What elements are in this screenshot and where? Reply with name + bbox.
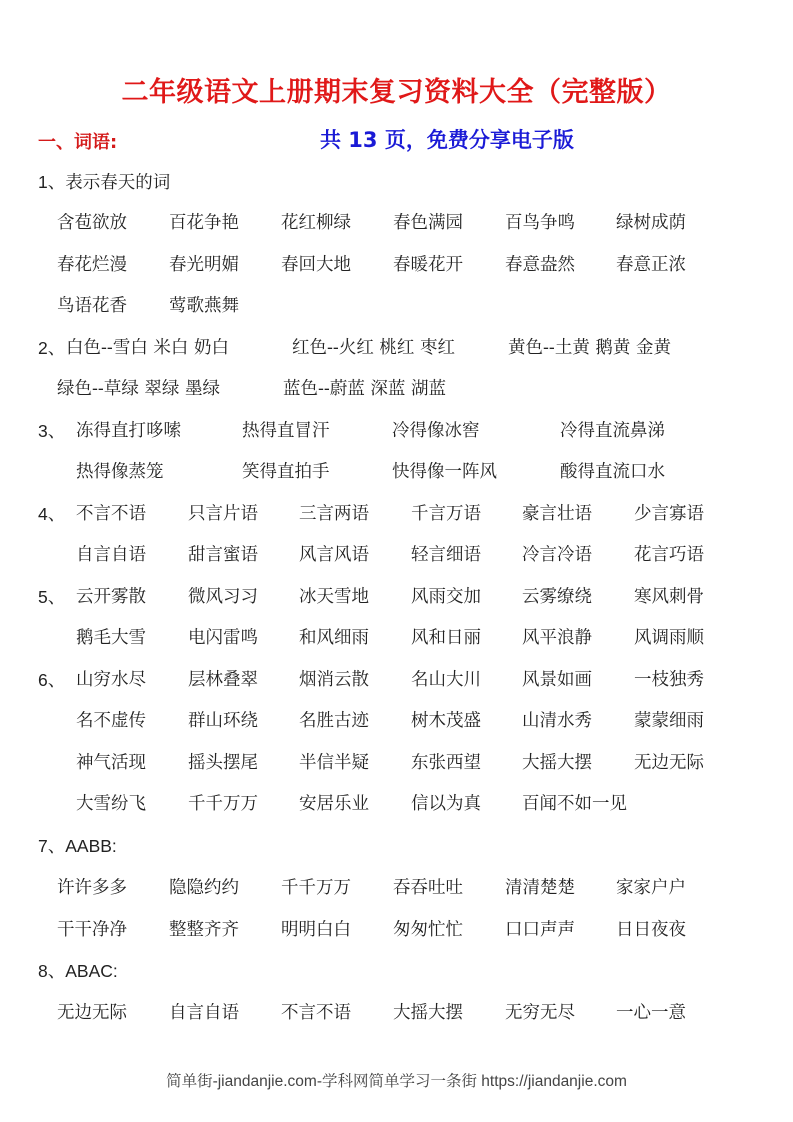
vocab-item: 自言自语	[76, 545, 146, 565]
vocab-item: 绿色--草绿 翠绿 墨绿	[57, 379, 220, 399]
vocab-item: 整整齐齐	[169, 920, 239, 940]
vocab-item: 日日夜夜	[616, 920, 686, 940]
vocab-item: 半信半疑	[299, 753, 369, 773]
vocab-item: 一心一意	[616, 1003, 686, 1023]
vocab-item: 春色满园	[393, 213, 463, 233]
vocab-item: 信以为真	[411, 794, 481, 814]
group-label: 7、AABB:	[38, 836, 117, 856]
vocab-item: 层林叠翠	[188, 670, 258, 690]
vocab-item: 微风习习	[188, 587, 258, 607]
vocab-item: 春意盎然	[505, 255, 575, 275]
vocab-item: 一枝独秀	[634, 670, 704, 690]
group-label: 6、	[38, 670, 66, 690]
vocab-item: 花红柳绿	[281, 213, 351, 233]
vocab-item: 春暖花开	[393, 255, 463, 275]
vocab-item: 明明白白	[281, 920, 351, 940]
vocab-item: 风雨交加	[411, 587, 481, 607]
vocab-item: 春花烂漫	[57, 255, 127, 275]
vocab-item: 云雾缭绕	[522, 587, 592, 607]
vocab-item: 千千万万	[188, 794, 258, 814]
vocab-item: 大摇大摆	[393, 1003, 463, 1023]
vocab-item: 无穷无尽	[505, 1003, 575, 1023]
vocab-item: 含苞欲放	[57, 213, 127, 233]
vocab-item: 甜言蜜语	[188, 545, 258, 565]
vocab-item: 热得像蒸笼	[76, 462, 164, 482]
vocab-item: 东张西望	[411, 753, 481, 773]
vocab-item: 轻言细语	[411, 545, 481, 565]
vocab-item: 口口声声	[505, 920, 575, 940]
vocab-item: 百鸟争鸣	[505, 213, 575, 233]
vocab-item: 少言寡语	[634, 504, 704, 524]
vocab-item: 千千万万	[281, 878, 351, 898]
vocab-item: 百闻不如一见	[522, 794, 627, 814]
vocab-item: 名不虚传	[76, 711, 146, 731]
vocab-item: 山穷水尽	[76, 670, 146, 690]
group-label: 1、表示春天的词	[38, 172, 171, 192]
vocab-item: 快得像一阵风	[392, 462, 497, 482]
group-label: 4、	[38, 504, 66, 524]
vocab-item: 不言不语	[76, 504, 146, 524]
vocab-item: 冻得直打哆嗦	[76, 421, 181, 441]
vocab-item: 热得直冒汗	[242, 421, 330, 441]
vocab-item: 干干净净	[57, 920, 127, 940]
vocab-item: 大雪纷飞	[76, 794, 146, 814]
vocab-item: 冰天雪地	[299, 587, 369, 607]
vocab-item: 许许多多	[57, 878, 127, 898]
vocab-item: 蓝色--蔚蓝 深蓝 湖蓝	[283, 379, 446, 399]
footer-text: 简单街-jiandanjie.com-学科网简单学习一条街 https://jiandanjie.com	[166, 1073, 627, 1090]
group-label: 5、	[38, 587, 66, 607]
vocab-item: 豪言壮语	[522, 504, 592, 524]
document-title: 二年级语文上册期末复习资料大全（完整版）	[121, 77, 672, 108]
vocab-item: 冷言冷语	[522, 545, 592, 565]
vocab-item: 绿树成荫	[616, 213, 686, 233]
vocab-item: 自言自语	[169, 1003, 239, 1023]
section-heading: 一、词语:	[38, 132, 118, 153]
vocab-item: 神气活现	[76, 753, 146, 773]
vocab-item: 黄色--土黄 鹅黄 金黄	[508, 338, 671, 358]
vocab-item: 冷得直流鼻涕	[560, 421, 665, 441]
group-label: 2、	[38, 338, 66, 358]
vocab-item: 山清水秀	[522, 711, 592, 731]
vocab-item: 千言万语	[411, 504, 481, 524]
vocab-item: 群山环绕	[188, 711, 258, 731]
vocab-item: 无边无际	[57, 1003, 127, 1023]
vocab-item: 花言巧语	[634, 545, 704, 565]
vocab-item: 电闪雷鸣	[188, 628, 258, 648]
vocab-item: 烟消云散	[299, 670, 369, 690]
vocab-item: 吞吞吐吐	[393, 878, 463, 898]
vocab-item: 大摇大摆	[522, 753, 592, 773]
vocab-item: 百花争艳	[169, 213, 239, 233]
vocab-item: 隐隐约约	[169, 878, 239, 898]
vocab-item: 名山大川	[411, 670, 481, 690]
vocab-item: 树木茂盛	[411, 711, 481, 731]
vocab-item: 酸得直流口水	[560, 462, 665, 482]
vocab-item: 莺歌燕舞	[169, 296, 239, 316]
vocab-item: 风景如画	[522, 670, 592, 690]
vocab-item: 和风细雨	[299, 628, 369, 648]
vocab-item: 三言两语	[299, 504, 369, 524]
vocab-item: 春回大地	[281, 255, 351, 275]
vocab-item: 只言片语	[188, 504, 258, 524]
vocab-item: 风言风语	[299, 545, 369, 565]
vocab-item: 云开雾散	[76, 587, 146, 607]
vocab-item: 家家户户	[616, 878, 686, 898]
vocab-item: 蒙蒙细雨	[634, 711, 704, 731]
vocab-item: 匆匆忙忙	[393, 920, 463, 940]
page-count-banner: 共 13 页，免费分享电子版	[320, 128, 574, 152]
vocab-item: 清清楚楚	[505, 878, 575, 898]
group-label: 3、	[38, 421, 66, 441]
vocab-item: 安居乐业	[299, 794, 369, 814]
vocab-item: 摇头摆尾	[188, 753, 258, 773]
vocab-item: 无边无际	[634, 753, 704, 773]
vocab-item: 冷得像冰窖	[392, 421, 480, 441]
vocab-item: 不言不语	[281, 1003, 351, 1023]
vocab-item: 春光明媚	[169, 255, 239, 275]
vocab-item: 风平浪静	[522, 628, 592, 648]
group-label: 8、ABAC:	[38, 961, 118, 981]
vocab-item: 风调雨顺	[634, 628, 704, 648]
vocab-item: 笑得直拍手	[242, 462, 330, 482]
vocab-item: 红色--火红 桃红 枣红	[292, 338, 455, 358]
vocab-item: 白色--雪白 米白 奶白	[66, 338, 229, 358]
vocab-item: 风和日丽	[411, 628, 481, 648]
vocab-item: 名胜古迹	[299, 711, 369, 731]
vocab-item: 春意正浓	[616, 255, 686, 275]
vocab-item: 寒风刺骨	[634, 587, 704, 607]
vocab-item: 鹅毛大雪	[76, 628, 146, 648]
vocab-item: 鸟语花香	[57, 296, 127, 316]
